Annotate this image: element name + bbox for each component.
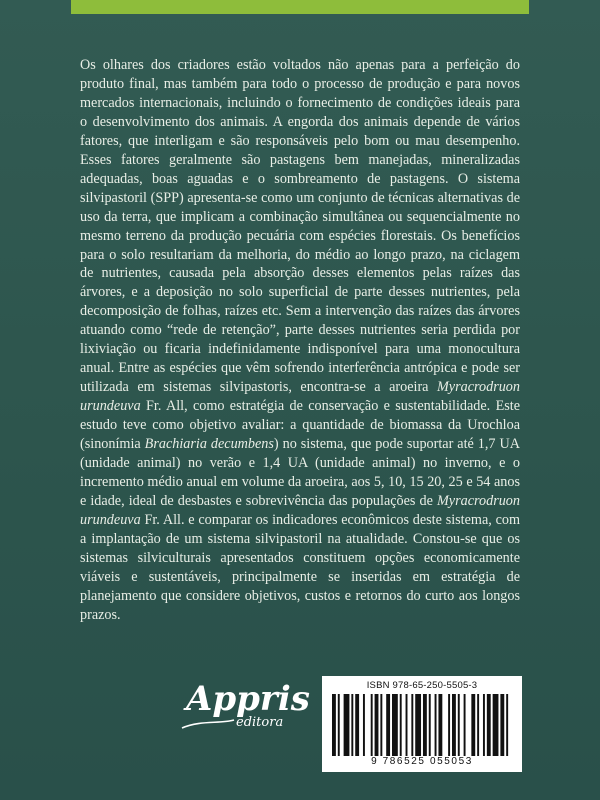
barcode-bar	[493, 694, 499, 756]
barcode-bar	[477, 694, 479, 756]
barcode-bar	[452, 694, 456, 756]
blurb-segment: Os olhares dos criadores estão voltados não apenas para a perfeição do produto final, mas também para todo o processo de produção e para novos mercados internacionais, incluindo o fornecimento de condições ideais para o desenvolvimento dos animais. A engorda dos animais depende de vários fatores, que interligam e são responsáveis pelo bom ou mau desempenho. Esses fatores geralmente são pastagens bem manejadas, mineralizadas adequadas, boas aguadas e o sombreamento de pastagens. O sistema silvipastoril (SPP) apresenta-se como um conjunto de técnicas alternativas de uso da terra, que implicam a combinação simultânea ou sequencialmente no mesmo terreno da produção pecuária com espécies florestais. Os benefícios para o solo resultariam da melhoria, do médio ao longo prazo, na ciclagem de nutrientes, causada pela absorção desses elementos pelas raízes das árvores, e a deposição no solo superficial de parte desses nutrientes, pela decomposição de folhas, raízes etc. Sem a intervenção das raízes das árvores atuando como “rede de retenção”, parte desses nutrientes seria perdida por lixiviação ou ficaria indefinidamente indisponível para uma monocultura anual. Entre as espécies que vêm sofrendo interferência antrópica e pode ser utilizada em sistemas silvipastoris, encontra-se a aroeira	[80, 57, 520, 396]
barcode-bar	[423, 694, 427, 756]
barcode-bar	[386, 694, 390, 756]
barcode-bar	[487, 694, 491, 756]
barcode-bar	[429, 694, 431, 756]
appris-logo-icon	[180, 679, 310, 732]
barcode-bar	[392, 694, 398, 756]
barcode-bar	[435, 694, 437, 756]
barcode-bar	[380, 694, 382, 756]
barcode-bar	[332, 694, 336, 756]
barcode-bars-icon	[332, 694, 512, 756]
barcode-bar	[411, 694, 413, 756]
barcode-bar	[438, 694, 442, 756]
barcode-bar	[406, 694, 408, 756]
svg-text:Appris: Appris	[186, 679, 310, 719]
blurb-segment: ) no sistema, que pode suportar até 1,7 UA (unidade animal) no verão e 1,4 UA (unidade animal) no inverno, e o incremento médio anual em volume da aroeira, aos 5, 10, 15 20, 25 e 54 anos e idade, ideal de desbastes e sobrevivência das populações de	[80, 436, 520, 509]
barcode-bar	[363, 694, 365, 756]
barcode-bar	[464, 694, 466, 756]
barcode-bar	[400, 694, 402, 756]
svg-text:editora: editora	[236, 715, 284, 730]
barcode-digits: 9 786525 055053	[371, 756, 473, 767]
accent-band	[71, 0, 529, 14]
blurb-text	[80, 56, 520, 625]
barcode-bar	[506, 694, 508, 756]
barcode-bar	[351, 694, 353, 756]
barcode-bar	[344, 694, 350, 756]
barcode-bar	[448, 694, 450, 756]
barcode-bar	[338, 694, 340, 756]
isbn-barcode	[322, 676, 522, 772]
barcode-bar	[483, 694, 485, 756]
barcode-bar	[500, 694, 504, 756]
species-name: Brachiaria decumbens	[144, 436, 274, 453]
barcode-bar	[415, 694, 421, 756]
publisher-logo	[180, 679, 310, 732]
blurb-segment: Fr. All, como estratégia de conservação e sustentabilidade. Este estudo teve como objetivo avaliar: a quantidade de biomassa da Urochloa (sinonímia	[80, 398, 520, 453]
barcode-bar	[458, 694, 460, 756]
isbn-label: ISBN 978-65-250-5505-3	[366, 680, 478, 691]
barcode-bar	[375, 694, 379, 756]
barcode-bar	[471, 694, 475, 756]
blurb-segment: Fr. All. e comparar os indicadores econômicos deste sistema, com a implantação de um sistema silvipastoril na atualidade. Constou-se que os sistemas silviculturais apresentados constituem opções economicamente viáveis e sustentáveis, principalmente se inseridas em estratégia de planejamento que considere objetivos, custos e retornos do curto aos longos prazos.	[80, 511, 520, 623]
species-name: Myracrodruon urundeuva	[80, 492, 520, 528]
barcode-bar	[355, 694, 359, 756]
barcode-bar	[371, 694, 373, 756]
species-name: Myracrodruon urundeuva	[80, 379, 520, 415]
